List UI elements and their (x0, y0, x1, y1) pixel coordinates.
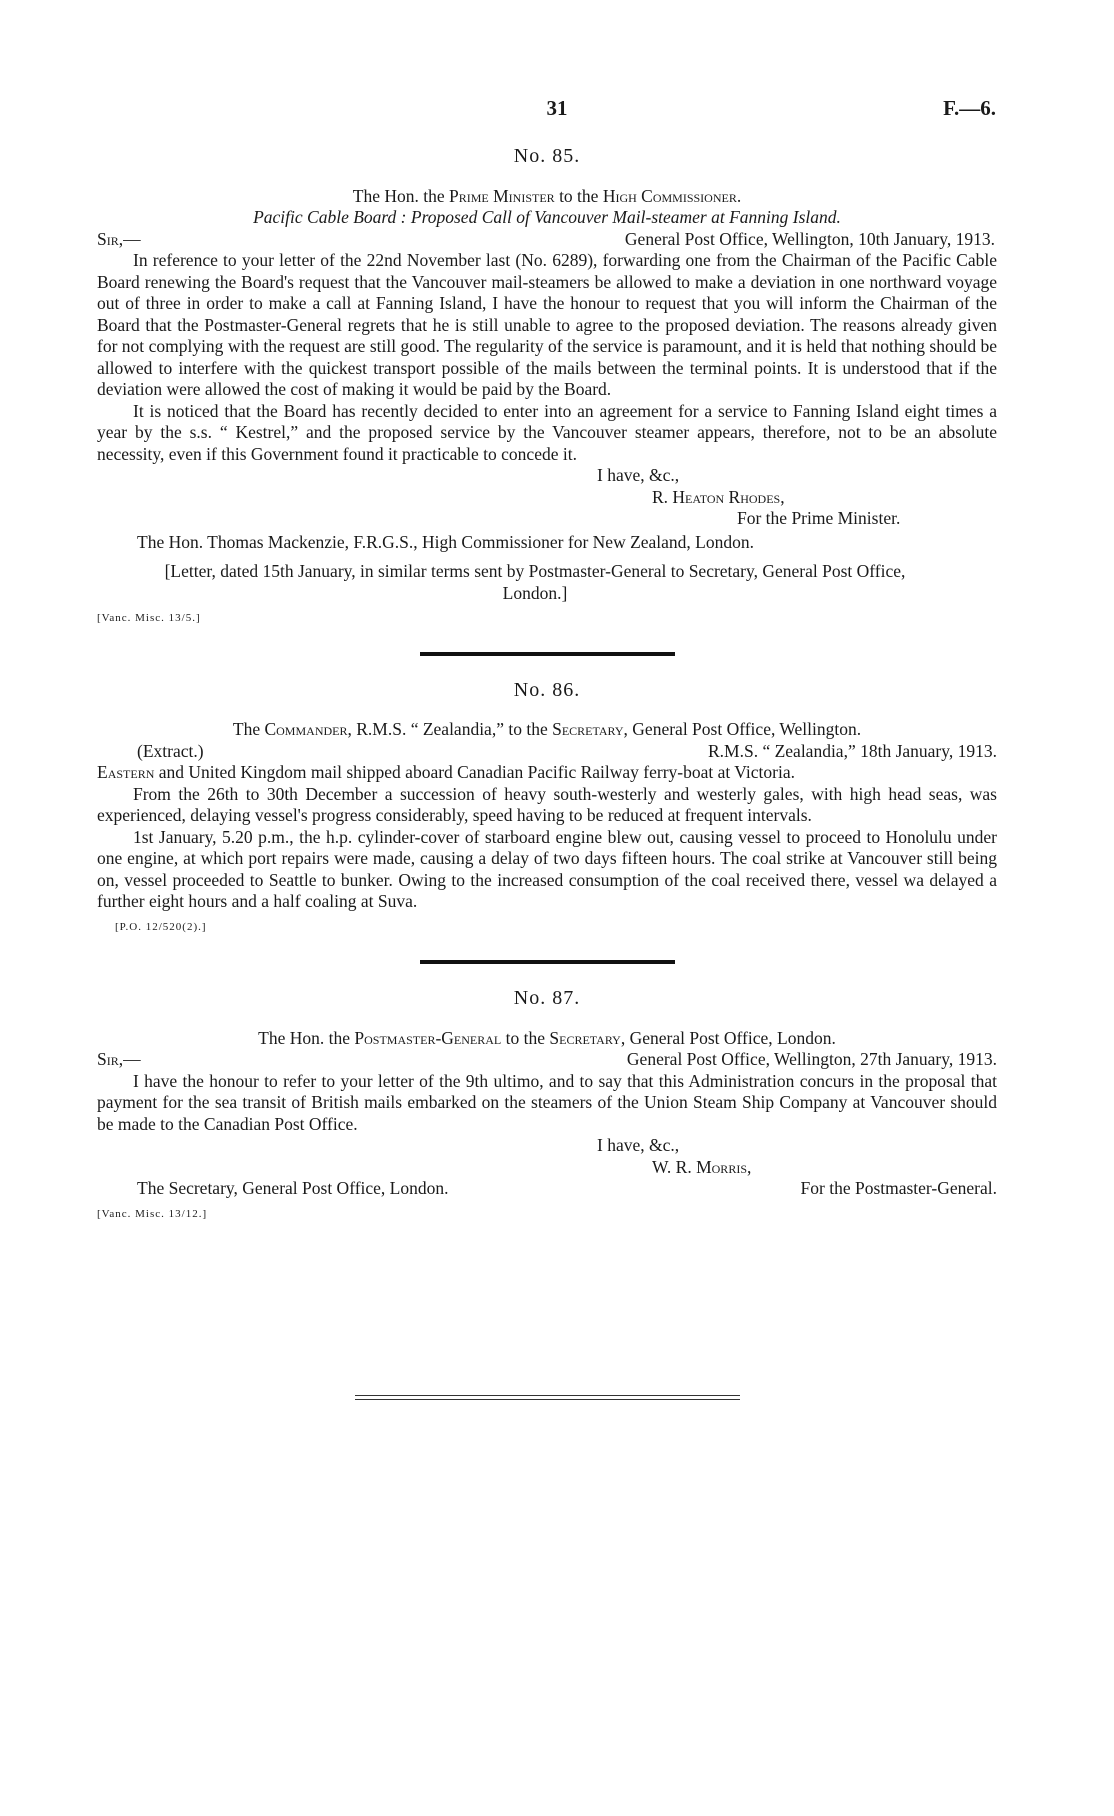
signatory-role: For the Postmaster-General. (800, 1178, 997, 1198)
document-reference: F.—6. (943, 96, 996, 120)
salutation: Sir,— (97, 228, 141, 249)
salutation-row (97, 1049, 997, 1071)
bracket-note: [Letter, dated 15th January, in similar terms sent by Postmaster-General to Secretary, General Post Office, London.] (164, 561, 906, 603)
letter-87 (97, 988, 997, 1225)
signatory: W. R. Morris, (652, 1156, 752, 1177)
closing: I have, &c., (597, 1135, 680, 1155)
dateline: General Post Office, Wellington, 27th January, 1913. (626, 1049, 997, 1069)
letter-title: The Hon. the Prime Minister to the High Commissioner. (352, 185, 742, 206)
salutation: Sir,— (97, 1049, 141, 1069)
letter-86 (97, 680, 997, 939)
file-reference: [P.O. 12/520(2).] (115, 920, 207, 933)
letter-subtitle: Pacific Cable Board : Proposed Call of Vancouver Mail-steamer at Fanning Island. (253, 207, 841, 227)
paragraph: 1st January, 5.20 p.m., the h.p. cylinder-cover of starboard engine blew out, causing vessel to proceed to Honolulu under one engine, at which port repairs were made, causing a delay of two days fifteen hours. The coal strike at Vancouver still being on, vessel proceeded to Seattle to bunker. Owing to the increased consumption of the coal received there, vessel wa delayed a further eight hours and a half coaling at Suva. (97, 826, 997, 911)
letter-number: No. 86. (513, 678, 581, 701)
dateline: General Post Office, Wellington, 10th January, 1913. (624, 228, 995, 249)
letter-85 (97, 146, 997, 630)
paragraph: I have the honour to refer to your letter of the 9th ultimo, and to say that this Administration concurs in the proposal that payment for the sea transit of British mails embarked on the steamers of the Union Steam Ship Company at Vancouver should be made to the Canadian Post Office. (97, 1070, 997, 1134)
paragraph: It is noticed that the Board has recently decided to enter into an agreement for a service to Fanning Island eight times a year by the s.s. “ Kestrel,” and the proposed service by the Vancouver steamer appears, therefore, not to be an absolute necessity, even if this Government found it practicable to concede it. (97, 400, 997, 464)
addressee: The Hon. Thomas Mackenzie, F.R.G.S., High Commissioner for New Zealand, London. (137, 531, 754, 552)
page-number: 31 (546, 96, 568, 120)
paragraph: From the 26th to 30th December a succession of heavy south-westerly and westerly gales, with high head seas, was experienced, delaying vessel's progress considerably, speed having to be reduced at frequent intervals. (97, 783, 997, 825)
letter-title: The Hon. the Postmaster-General to the Secretary, General Post Office, London. (258, 1027, 836, 1048)
salutation-row (97, 229, 997, 251)
letter-number: No. 87. (513, 987, 581, 1009)
signature-block (97, 465, 997, 530)
extract-label: (Extract.) (137, 740, 204, 761)
section-divider (420, 652, 675, 656)
dateline: R.M.S. “ Zealandia,” 18th January, 1913. (707, 740, 997, 761)
letter-title: The Commander, R.M.S. “ Zealandia,” to the Secretary, General Post Office, Wellington. (232, 719, 862, 739)
paragraph: In reference to your letter of the 22nd November last (No. 6289), forwarding one from the Chairman of the Pacific Cable Board renewing the Board's request that the Vancouver mail-steamers be allowed to make a deviation in one northward voyage out of three in order to make a call at Fanning Island, I have the honour to request that you will inform the Chairman of the Board that the Postmaster-General regrets that he is still unable to agree to the proposed deviation. The reasons already given for not complying with the request are still good. The regularity of the service is paramount, and it is held that nothing should be allowed to interfere with the quickest transport possible of the mails between the terminal points. It is understood that if the deviation were allowed the cost of making it would be paid by the Board. (97, 250, 997, 399)
addressee-row (97, 1178, 997, 1200)
end-divider (355, 1395, 740, 1400)
signatory: R. Heaton Rhodes, (652, 486, 785, 507)
signature-block (97, 1135, 997, 1178)
paragraph: Eastern and United Kingdom mail shipped aboard Canadian Pacific Railway ferry-boat at Victoria. (97, 762, 795, 782)
addressee: The Secretary, General Post Office, London. (137, 1178, 449, 1198)
document-body (97, 146, 997, 1400)
section-divider (420, 960, 675, 964)
letter-number: No. 85. (513, 145, 581, 167)
file-reference: [Vanc. Misc. 13/12.] (97, 1207, 208, 1220)
file-reference: [Vanc. Misc. 13/5.] (97, 612, 201, 624)
signatory-role: For the Prime Minister. (737, 508, 901, 528)
extract-row (97, 741, 997, 763)
closing: I have, &c., (597, 465, 680, 485)
